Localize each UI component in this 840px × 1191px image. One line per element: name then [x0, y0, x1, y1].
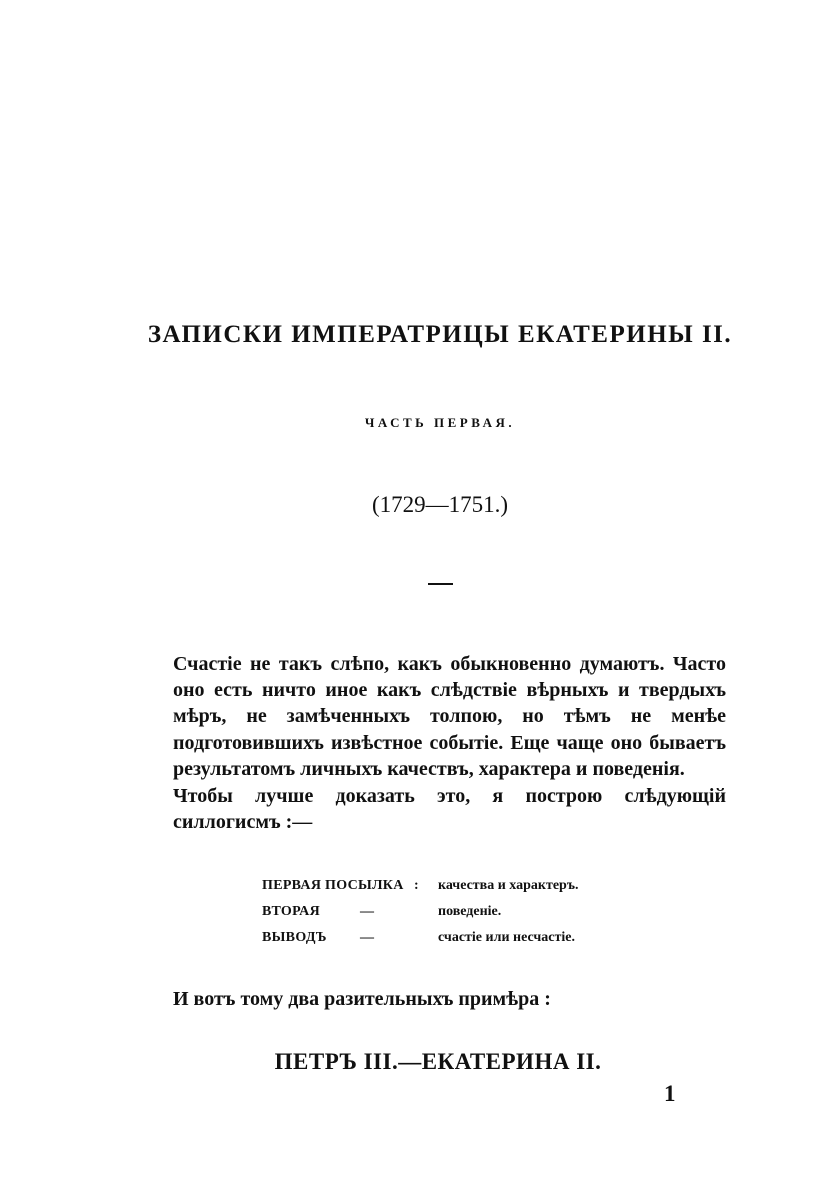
examples-names: ПЕТРЪ III.—ЕКАТЕРИНА II. — [274, 1049, 602, 1074]
syllogism-dash: — — [360, 930, 374, 945]
syllogism-label: ПЕРВАЯ ПОСЫЛКА — [262, 878, 404, 893]
paragraph-2: Чтобы лучше доказать это, я построю слѣдующій силлогисмъ :— — [173, 785, 726, 834]
document-title: ЗАПИСКИ ИМПЕРАТРИЦЫ ЕКАТЕРИНЫ II. — [147, 321, 733, 348]
syllogism-colon: : — [414, 878, 419, 893]
syllogism-label: ВТОРАЯ — [262, 904, 320, 919]
syllogism-value: качества и характеръ. — [438, 878, 579, 893]
syllogism-value: поведеніе. — [438, 904, 502, 919]
examples-intro: И вотъ тому два разительныхъ примѣра : — [173, 988, 551, 1010]
paragraph-1: Счастіе не такъ слѣпо, какъ обыкновенно думаютъ. Часто оно есть ничто иное какъ слѣдствіе вѣрныхъ и твердыхъ мѣръ, не замѣченныхъ толпою, но тѣмъ не менѣе подготовившихъ извѣстное событіе. Еще чаще оно бываетъ результатомъ личныхъ качествъ, характера и поведенія. — [173, 653, 726, 780]
section-divider — [428, 583, 453, 585]
part-heading: ЧАСТЬ ПЕРВАЯ. — [364, 415, 516, 430]
syllogism-dash: — — [360, 904, 374, 919]
years-range: (1729—1751.) — [371, 492, 509, 517]
syllogism-value: счастіе или несчастіе. — [438, 930, 575, 945]
syllogism-label: ВЫВОДЪ — [262, 930, 327, 945]
page-number: 1 — [664, 1081, 676, 1106]
